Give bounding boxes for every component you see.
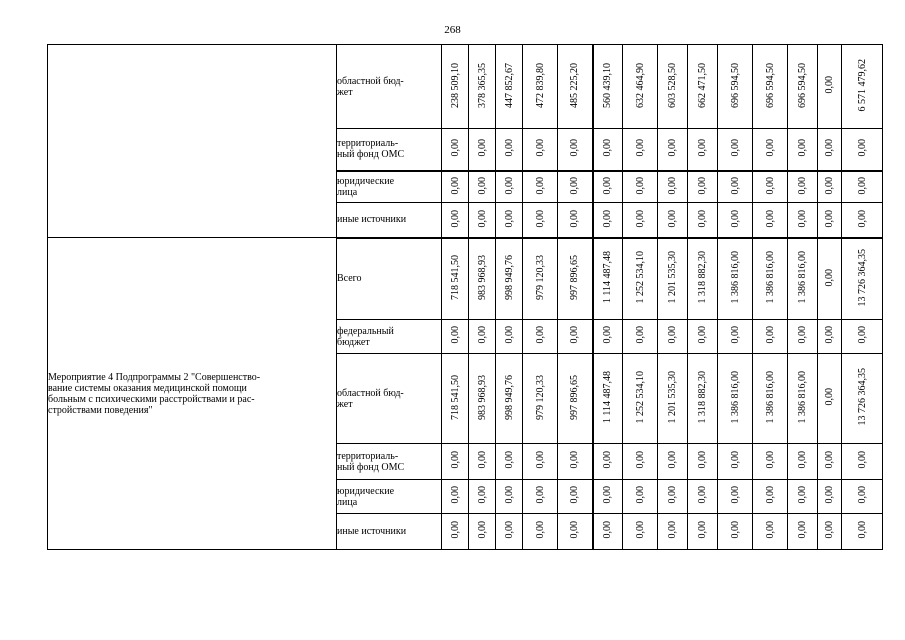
amount: 0,00: [764, 209, 776, 227]
value-cell: [469, 203, 496, 238]
value-cell: [523, 354, 558, 444]
value-cell: [753, 238, 788, 320]
amount: 0,00: [534, 176, 546, 194]
value-cell: [469, 320, 496, 354]
value-cell: [558, 514, 593, 550]
value-cell: [623, 514, 658, 550]
amount: 662 471,50: [697, 62, 708, 108]
value-cell: [842, 238, 883, 320]
value-cell: [658, 171, 688, 203]
amount: 0,00: [797, 176, 808, 194]
value-cell: [496, 480, 523, 514]
amount: 0,00: [856, 176, 868, 194]
value-cell: [658, 514, 688, 550]
amount: 0,00: [634, 451, 646, 469]
amount: 0,00: [856, 139, 868, 157]
value-cell: [593, 354, 623, 444]
amount: 1 252 534,10: [634, 251, 646, 304]
amount: 0,00: [697, 521, 708, 539]
value-cell: [558, 354, 593, 444]
amount: 0,00: [667, 521, 678, 539]
value-cell: [788, 171, 818, 203]
value-cell: [788, 354, 818, 444]
amount: 0,00: [602, 451, 614, 469]
value-cell: [818, 45, 842, 129]
value-cell: [718, 480, 753, 514]
value-cell: [523, 171, 558, 203]
amount: 0,00: [449, 521, 461, 539]
amount: 447 852,67: [503, 62, 515, 108]
amount: 0,00: [503, 451, 515, 469]
funding-source: иные источники: [337, 203, 442, 238]
amount: 0,00: [602, 176, 614, 194]
amount: 0,00: [697, 486, 708, 504]
value-cell: [788, 203, 818, 238]
value-cell: [818, 354, 842, 444]
amount: 0,00: [569, 486, 581, 504]
amount: 0,00: [764, 326, 776, 344]
amount: 0,00: [602, 486, 614, 504]
value-cell: [788, 45, 818, 129]
value-cell: [818, 129, 842, 171]
amount: 0,00: [534, 521, 546, 539]
value-cell: [469, 129, 496, 171]
value-cell: [753, 129, 788, 171]
value-cell: [788, 514, 818, 550]
value-cell: [718, 320, 753, 354]
value-cell: [818, 203, 842, 238]
value-cell: [818, 480, 842, 514]
value-cell: [623, 238, 658, 320]
value-cell: [558, 320, 593, 354]
amount: 0,00: [476, 139, 488, 157]
value-cell: [558, 480, 593, 514]
value-cell: [842, 171, 883, 203]
amount: 0,00: [476, 209, 488, 227]
amount: 0,00: [797, 326, 808, 344]
amount: 6 571 479,62: [856, 58, 868, 112]
amount: 0,00: [824, 326, 835, 344]
amount: 0,00: [503, 521, 515, 539]
amount: 0,00: [764, 451, 776, 469]
amount: 0,00: [797, 521, 808, 539]
value-cell: [718, 444, 753, 480]
amount: 0,00: [729, 521, 741, 539]
amount: 560 439,10: [602, 62, 614, 108]
value-cell: [788, 238, 818, 320]
value-cell: [593, 45, 623, 129]
value-cell: [496, 171, 523, 203]
amount: 0,00: [697, 326, 708, 344]
amount: 0,00: [569, 209, 581, 227]
value-cell: [788, 480, 818, 514]
value-cell: [718, 203, 753, 238]
amount: 0,00: [764, 139, 776, 157]
value-cell: [496, 203, 523, 238]
value-cell: [523, 129, 558, 171]
amount: 0,00: [476, 451, 488, 469]
amount: 718 541,50: [449, 374, 461, 420]
value-cell: [469, 238, 496, 320]
value-cell: [523, 203, 558, 238]
value-cell: [753, 45, 788, 129]
amount: 0,00: [634, 209, 646, 227]
amount: 0,00: [729, 139, 741, 157]
amount: 0,00: [534, 451, 546, 469]
amount: 603 528,50: [667, 62, 678, 108]
value-cell: [623, 354, 658, 444]
amount: 0,00: [503, 139, 515, 157]
amount: 0,00: [856, 209, 868, 227]
funding-source: территориаль- ный фонд ОМС: [337, 129, 442, 171]
amount: 0,00: [449, 451, 461, 469]
amount: 0,00: [697, 451, 708, 469]
amount: 0,00: [729, 326, 741, 344]
value-cell: [593, 238, 623, 320]
amount: 0,00: [824, 139, 835, 157]
value-cell: [688, 129, 718, 171]
value-cell: [718, 45, 753, 129]
amount: 0,00: [569, 521, 581, 539]
amount: 0,00: [797, 486, 808, 504]
funding-table: [47, 44, 883, 550]
value-cell: [496, 320, 523, 354]
amount: 0,00: [824, 76, 835, 94]
page-number: 268: [444, 24, 461, 36]
value-cell: [842, 45, 883, 129]
value-cell: [623, 129, 658, 171]
amount: 0,00: [697, 176, 708, 194]
value-cell: [442, 354, 469, 444]
value-cell: [688, 238, 718, 320]
value-cell: [442, 444, 469, 480]
amount: 0,00: [503, 326, 515, 344]
amount: 0,00: [667, 486, 678, 504]
amount: 718 541,50: [449, 254, 461, 300]
value-cell: [718, 354, 753, 444]
amount: 1 386 816,00: [729, 251, 741, 304]
value-cell: [593, 171, 623, 203]
amount: 0,00: [856, 486, 868, 504]
value-cell: [442, 320, 469, 354]
amount: 0,00: [824, 486, 835, 504]
amount: 696 594,50: [764, 62, 776, 108]
amount: 0,00: [729, 176, 741, 194]
amount: 1 252 534,10: [634, 370, 646, 424]
value-cell: [523, 45, 558, 129]
amount: 13 726 364,35: [856, 368, 868, 426]
amount: 0,00: [856, 521, 868, 539]
value-cell: [688, 514, 718, 550]
amount: 0,00: [534, 326, 546, 344]
value-cell: [753, 320, 788, 354]
value-cell: [753, 480, 788, 514]
amount: 0,00: [729, 209, 741, 227]
amount: 0,00: [449, 139, 461, 157]
value-cell: [558, 203, 593, 238]
value-cell: [558, 45, 593, 129]
amount: 0,00: [449, 176, 461, 194]
value-cell: [593, 444, 623, 480]
amount: 0,00: [634, 326, 646, 344]
amount: 998 949,76: [503, 254, 515, 300]
value-cell: [442, 480, 469, 514]
amount: 0,00: [697, 209, 708, 227]
value-cell: [593, 480, 623, 514]
value-cell: [442, 514, 469, 550]
amount: 997 896,65: [569, 254, 581, 300]
value-cell: [558, 444, 593, 480]
amount: 997 896,65: [569, 374, 581, 420]
value-cell: [496, 238, 523, 320]
value-cell: [442, 129, 469, 171]
amount: 0,00: [449, 486, 461, 504]
funding-source: территориаль- ный фонд ОМС: [337, 444, 442, 480]
value-cell: [658, 444, 688, 480]
value-cell: [688, 354, 718, 444]
amount: 472 839,80: [534, 62, 546, 108]
table-row: [48, 238, 883, 320]
value-cell: [658, 203, 688, 238]
funding-source: юридические лица: [337, 480, 442, 514]
amount: 1 386 816,00: [764, 370, 776, 424]
value-cell: [658, 354, 688, 444]
value-cell: [523, 320, 558, 354]
value-cell: [718, 171, 753, 203]
value-cell: [523, 514, 558, 550]
value-cell: [818, 320, 842, 354]
amount: 1 201 535,30: [667, 251, 678, 304]
amount: 0,00: [764, 176, 776, 194]
value-cell: [658, 238, 688, 320]
amount: 0,00: [824, 209, 835, 227]
funding-source: областной бюд- жет: [337, 45, 442, 129]
amount: 1 201 535,30: [667, 370, 678, 424]
funding-source: иные источники: [337, 514, 442, 550]
amount: 0,00: [503, 209, 515, 227]
value-cell: [623, 171, 658, 203]
amount: 998 949,76: [503, 374, 515, 420]
value-cell: [658, 320, 688, 354]
value-cell: [523, 444, 558, 480]
value-cell: [442, 238, 469, 320]
value-cell: [842, 514, 883, 550]
value-cell: [442, 171, 469, 203]
amount: 0,00: [476, 521, 488, 539]
funding-source: федеральный бюджет: [337, 320, 442, 354]
value-cell: [818, 238, 842, 320]
amount: 485 225,20: [569, 62, 581, 108]
amount: 1 318 882,30: [697, 370, 708, 424]
amount: 0,00: [824, 268, 835, 286]
amount: 378 365,35: [476, 62, 488, 108]
value-cell: [558, 238, 593, 320]
amount: 0,00: [569, 139, 581, 157]
event-name-cell: [48, 238, 337, 550]
amount: 1 386 816,00: [797, 251, 808, 304]
value-cell: [658, 129, 688, 171]
value-cell: [688, 320, 718, 354]
value-cell: [593, 320, 623, 354]
value-cell: [523, 238, 558, 320]
amount: 0,00: [634, 139, 646, 157]
amount: 1 114 487,48: [602, 251, 614, 304]
value-cell: [842, 203, 883, 238]
value-cell: [842, 354, 883, 444]
amount: 0,00: [534, 139, 546, 157]
amount: 0,00: [569, 176, 581, 194]
amount: 0,00: [667, 209, 678, 227]
value-cell: [788, 129, 818, 171]
amount: 0,00: [634, 176, 646, 194]
value-cell: [623, 45, 658, 129]
amount: 0,00: [824, 176, 835, 194]
value-cell: [469, 45, 496, 129]
value-cell: [818, 514, 842, 550]
value-cell: [788, 320, 818, 354]
amount: 0,00: [697, 139, 708, 157]
amount: 1 318 882,30: [697, 251, 708, 304]
value-cell: [688, 480, 718, 514]
amount: 632 464,90: [634, 62, 646, 108]
funding-source: юридические лица: [337, 171, 442, 203]
amount: 0,00: [797, 139, 808, 157]
value-cell: [496, 514, 523, 550]
amount: 696 594,50: [729, 62, 741, 108]
value-cell: [558, 171, 593, 203]
value-cell: [623, 320, 658, 354]
amount: 0,00: [824, 451, 835, 469]
amount: 0,00: [476, 176, 488, 194]
value-cell: [469, 480, 496, 514]
amount: 979 120,33: [534, 374, 546, 420]
value-cell: [658, 45, 688, 129]
value-cell: [496, 129, 523, 171]
value-cell: [753, 444, 788, 480]
value-cell: [593, 203, 623, 238]
amount: 13 726 364,35: [856, 248, 868, 306]
value-cell: [688, 171, 718, 203]
value-cell: [688, 203, 718, 238]
value-cell: [442, 203, 469, 238]
value-cell: [818, 171, 842, 203]
amount: 1 114 487,48: [602, 370, 614, 424]
value-cell: [469, 514, 496, 550]
event-name-cell: [48, 45, 337, 238]
amount: 0,00: [667, 451, 678, 469]
amount: 0,00: [634, 486, 646, 504]
amount: 0,00: [602, 326, 614, 344]
value-cell: [496, 45, 523, 129]
value-cell: [753, 354, 788, 444]
value-cell: [523, 480, 558, 514]
amount: 0,00: [634, 521, 646, 539]
value-cell: [818, 444, 842, 480]
funding-source: областной бюд- жет: [337, 354, 442, 444]
value-cell: [688, 45, 718, 129]
amount: 0,00: [602, 521, 614, 539]
funding-source: Всего: [337, 238, 442, 320]
value-cell: [718, 514, 753, 550]
amount: 0,00: [503, 486, 515, 504]
amount: 0,00: [729, 451, 741, 469]
amount: 0,00: [476, 486, 488, 504]
value-cell: [658, 480, 688, 514]
event-name: Мероприятие 4 Подпрограммы 2 "Совершенство- вание системы оказания медицинской помощи больным с психическими расстройствами и рас- стройствами поведения": [48, 371, 261, 416]
table-row: [48, 45, 883, 129]
amount: 0,00: [534, 486, 546, 504]
amount: 0,00: [667, 139, 678, 157]
value-cell: [496, 354, 523, 444]
amount: 696 594,50: [797, 62, 808, 108]
amount: 0,00: [729, 486, 741, 504]
amount: 983 968,93: [476, 254, 488, 300]
amount: 0,00: [476, 326, 488, 344]
value-cell: [718, 238, 753, 320]
amount: 1 386 816,00: [729, 370, 741, 424]
amount: 0,00: [667, 326, 678, 344]
amount: 238 509,10: [449, 62, 461, 108]
value-cell: [688, 444, 718, 480]
amount: 0,00: [503, 176, 515, 194]
value-cell: [593, 514, 623, 550]
amount: 1 386 816,00: [797, 370, 808, 424]
amount: 0,00: [569, 451, 581, 469]
amount: 0,00: [797, 209, 808, 227]
amount: 0,00: [602, 209, 614, 227]
amount: 0,00: [824, 388, 835, 406]
amount: 0,00: [856, 451, 868, 469]
amount: 0,00: [449, 209, 461, 227]
value-cell: [753, 203, 788, 238]
amount: 0,00: [797, 451, 808, 469]
value-cell: [593, 129, 623, 171]
value-cell: [469, 354, 496, 444]
value-cell: [623, 203, 658, 238]
value-cell: [788, 444, 818, 480]
value-cell: [558, 129, 593, 171]
amount: 0,00: [824, 521, 835, 539]
value-cell: [842, 129, 883, 171]
amount: 0,00: [667, 176, 678, 194]
amount: 0,00: [764, 521, 776, 539]
amount: 0,00: [534, 209, 546, 227]
amount: 1 386 816,00: [764, 251, 776, 304]
value-cell: [718, 129, 753, 171]
value-cell: [469, 444, 496, 480]
amount: 0,00: [449, 326, 461, 344]
amount: 983 968,93: [476, 374, 488, 420]
amount: 0,00: [764, 486, 776, 504]
amount: 979 120,33: [534, 254, 546, 300]
value-cell: [623, 444, 658, 480]
value-cell: [842, 480, 883, 514]
amount: 0,00: [856, 326, 868, 344]
value-cell: [842, 444, 883, 480]
value-cell: [469, 171, 496, 203]
value-cell: [442, 45, 469, 129]
amount: 0,00: [602, 139, 614, 157]
value-cell: [623, 480, 658, 514]
amount: 0,00: [569, 326, 581, 344]
value-cell: [753, 514, 788, 550]
value-cell: [842, 320, 883, 354]
value-cell: [753, 171, 788, 203]
value-cell: [496, 444, 523, 480]
